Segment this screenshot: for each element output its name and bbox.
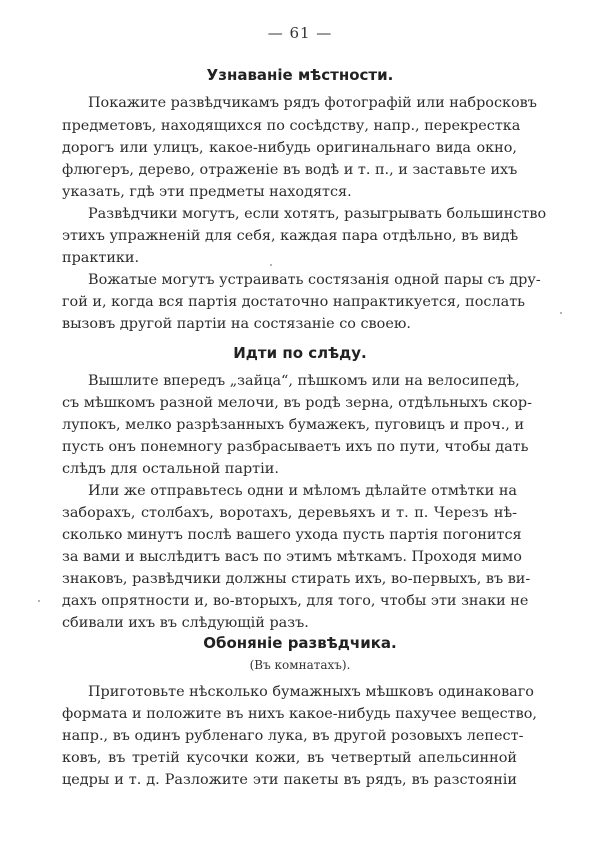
section-title-trail: Идти по слѣду. <box>233 344 367 362</box>
text-line: сбивали ихъ въ слѣдующiй разъ. <box>62 615 309 631</box>
text-line: Приготовьте нѣсколько бумажныхъ мѣшковъ одинаковаго <box>88 684 534 700</box>
text-line: предметовъ, находящихся по сосѣдству, напр., перекрестка <box>62 118 521 134</box>
text-line: Или же отправьтесь одни и мѣломъ дѣлайте отмѣтки на <box>88 483 517 499</box>
text-line: съ мѣшкомъ разной мелочи, въ родѣ зерна, отдѣльныхъ скор- <box>62 395 532 411</box>
section-subtitle: (Въ комнатахъ). <box>249 658 351 672</box>
text-line: вызовъ другой партiи на состязанiе со своею. <box>62 316 411 332</box>
text-line: слѣдъ для остальной партiи. <box>62 461 279 477</box>
text-line: напр., въ одинъ рубленаго лука, въ другой розовыхъ лепест- <box>62 728 524 744</box>
text-line: дорогъ или улицъ, какое-нибудь оригинальнаго вида окно, <box>62 140 517 156</box>
text-line: лупокъ, мелко разрѣзанныхъ бумажекъ, пуговицъ и проч., и <box>62 417 525 433</box>
text-line: практики. <box>62 250 140 266</box>
text-line: дахъ опрятности и, во-вторыхъ, для того, чтобы эти знаки не <box>62 593 529 609</box>
text-line: сколько минутъ послѣ вашего ухода пусть партiя погонится <box>62 527 522 543</box>
scan-speck <box>560 312 562 314</box>
section-title-recognition: Узнаванiе мѣстности. <box>206 66 394 84</box>
text-line: пусть онъ понемногу разбрасываетъ ихъ по пути, чтобы дать <box>62 439 529 455</box>
page-number: — 61 — <box>267 24 333 42</box>
text-line: этихъ упражненiй для себя, каждая пара отдѣльно, въ видѣ <box>62 228 519 244</box>
scan-speck <box>270 264 272 266</box>
text-line: Покажите развѣдчикамъ рядъ фотографiй или набросковъ <box>88 95 537 111</box>
section-title-smell: Обонянiе развѣдчика. <box>203 634 397 652</box>
text-line: заборахъ, столбахъ, воротахъ, деревьяхъ и т. п. Черезъ нѣ- <box>62 505 517 521</box>
text-line: гой и, когда вся партiя достаточно напрактикуется, послать <box>62 294 525 310</box>
text-line: Развѣдчики могутъ, если хотятъ, разыгрывать большинство <box>88 206 547 222</box>
text-line: формата и положите въ нихъ какое-нибудь пахучее вещество, <box>62 706 537 722</box>
text-line: Вышлите впередъ „зайца“, пѣшкомъ или на велосипедѣ, <box>88 373 520 389</box>
text-line: ковъ, въ третiй кусочки кожи, въ четвертый апельсинной <box>62 750 517 766</box>
text-line: цедры и т. д. Разложите эти пакеты въ рядъ, въ разстоянiи <box>62 772 517 788</box>
text-line: указать, гдѣ эти предметы находятся. <box>62 184 352 200</box>
text-line: флюгеръ, дерево, отраженiе въ водѣ и т. п., и заставьте ихъ <box>62 162 518 178</box>
text-line: за вами и выслѣдитъ васъ по этимъ мѣткамъ. Проходя мимо <box>62 549 522 565</box>
text-line: Вожатые могутъ устраивать состязанiя одной пары съ дру- <box>88 272 541 288</box>
scan-speck <box>38 600 40 602</box>
text-line: знаковъ, развѣдчики должны стирать ихъ, во-первыхъ, въ ви- <box>62 571 531 587</box>
